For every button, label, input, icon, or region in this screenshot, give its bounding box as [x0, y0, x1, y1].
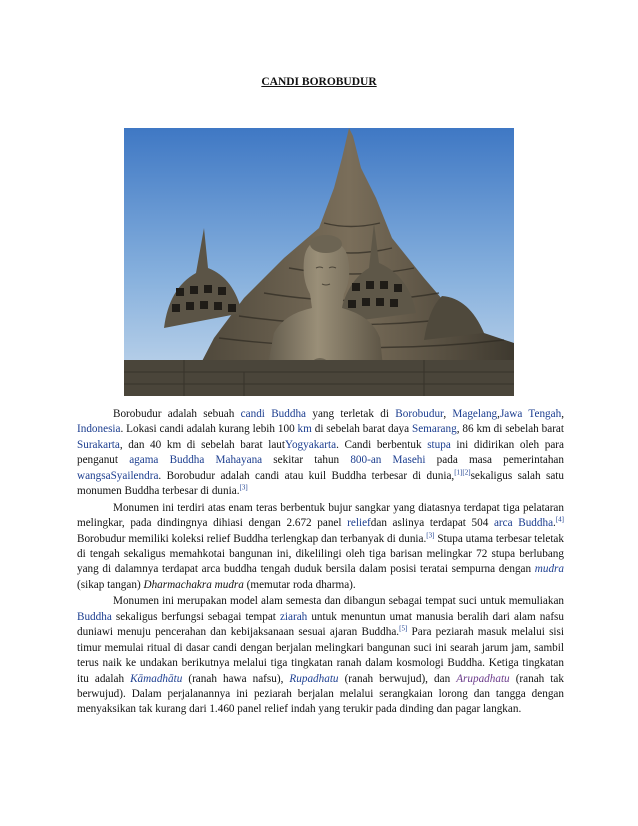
link-buddha-3[interactable]: Buddha	[518, 517, 554, 530]
borobudur-photo	[124, 128, 514, 396]
paragraph-2: Monumen ini terdiri atas enam teras berbentuk bujur sangkar yang diatasnya terdapat tiga pelataran melingkar, pada dindingnya dihiasi dengan 2.672 panel reliefdan aslinya terdapat 504 arca Buddha.[4] Borobudur memiliki koleksi relief Buddha terlengkap dan terbanyak di dunia.[3] Stupa utama terbesar teletak di tengah sekaligus memahkotai bangunan ini, dikelilingi oleh tiga barisan melingkar 72 stupa berlubang yang di dalamnya terdapat arca buddha tengah duduk bersila dalam posisi teratai sempurna dengan mudra (sikap tangan) Dharmachakra mudra (memutar roda dharma).	[77, 501, 565, 591]
paragraph-1: Borobudur adalah sebuah candi Buddha yang terletak di Borobudur, Magelang,Jawa Tengah, Indonesia. Lokasi candi adalah kurang lebih 100 km di sebelah barat daya Semarang, 86 km di sebelah barat Surakarta, dan 40 km di sebelah barat lautYogyakarta. Candi berbentuk stupa ini didirikan oleh para penganut agama Buddha Mahayana sekitar tahun 800-an Masehi pada masa pemerintahan wangsaSyailendra. Borobudur adalah candi atau kuil Buddha terbesar di dunia,[1][2]sekaligus salah satu monumen Buddha terbesar di dunia.[3]	[77, 408, 564, 498]
link-mudra[interactable]: mudra	[534, 563, 564, 576]
borobudur-stupa-buddha-photo-icon	[124, 128, 514, 396]
citation-4[interactable]: [4]	[555, 515, 565, 524]
link-arupadhatu[interactable]: Arupadhatu	[456, 672, 510, 685]
citation-2[interactable]: [2]	[462, 467, 471, 476]
link-arca[interactable]: arca	[493, 517, 513, 530]
link-candi[interactable]: candi	[240, 408, 265, 420]
link-buddha-2[interactable]: Buddha	[169, 454, 205, 467]
link-surakarta[interactable]: Surakarta	[77, 438, 120, 451]
citation-5[interactable]: [5]	[399, 624, 408, 633]
link-ziarah[interactable]: ziarah	[279, 610, 308, 623]
link-magelang[interactable]: Magelang	[452, 408, 498, 420]
link-rupadhatu[interactable]: Rupadhatu	[289, 672, 339, 685]
citation-1[interactable]: [1]	[454, 467, 463, 476]
link-wangsa[interactable]: wangsa	[77, 469, 111, 482]
link-buddha[interactable]: Buddha	[271, 408, 307, 420]
link-indonesia[interactable]: Indonesia	[77, 423, 121, 436]
link-jawa-tengah[interactable]: Jawa Tengah	[499, 408, 562, 420]
link-agama[interactable]: agama	[129, 454, 159, 467]
citation-3[interactable]: [3]	[239, 483, 248, 492]
paragraph-3: Monumen ini merupakan model alam semesta dan dibangun sebagai tempat suci untuk memuliakan Buddha sekaligus berfungsi sebagai tempat ziarah untuk menuntun umat manusia beralih dari alam nafsu duniawi menuju pencerahan dan kebijaksanaan sesuai ajaran Buddha.[5] Para peziarah masuk melalui sisi timur memulai ritual di dasar candi dengan berjalan melingkari bangunan suci ini searah jarum jam, sambil terus naik ke undakan berikutnya melalui tiga tingkatan ranah dalam kosmologi Buddha. Ketiga tingkatan itu adalah Kāmadhātu (ranah hawa nafsu), Rupadhatu (ranah berwujud), dan Arupadhatu (ranah tak berwujud). Dalam perjalanannya ini peziarah berjalan melalui serangkaian lorong dan tangga dengan menyaksikan tak kurang dari 1.460 panel relief indah yang terukir pada dinding dan pagar langkan.	[77, 595, 565, 716]
term-dharmachakra-mudra: Dharmachakra mudra	[143, 578, 244, 591]
page-title: CANDI BOROBUDUR	[261, 76, 377, 88]
article-body	[77, 407, 564, 719]
link-buddha-4[interactable]: Buddha	[77, 610, 112, 623]
link-yogyakarta[interactable]: Yogyakarta	[285, 438, 337, 451]
link-semarang[interactable]: Semarang	[411, 423, 457, 436]
link-mahayana[interactable]: Mahayana	[215, 454, 263, 467]
link-syailendra[interactable]: Syailendra	[110, 469, 159, 482]
link-km[interactable]: km	[297, 423, 312, 436]
link-kamadhatu[interactable]: Kāmadhātu	[130, 672, 183, 685]
citation-3b[interactable]: [3]	[426, 530, 435, 539]
link-relief[interactable]: relief	[347, 517, 371, 530]
link-borobudur[interactable]: Borobudur	[395, 408, 444, 420]
link-800-an-masehi[interactable]: 800-an Masehi	[350, 454, 426, 467]
link-stupa[interactable]: stupa	[427, 438, 451, 451]
